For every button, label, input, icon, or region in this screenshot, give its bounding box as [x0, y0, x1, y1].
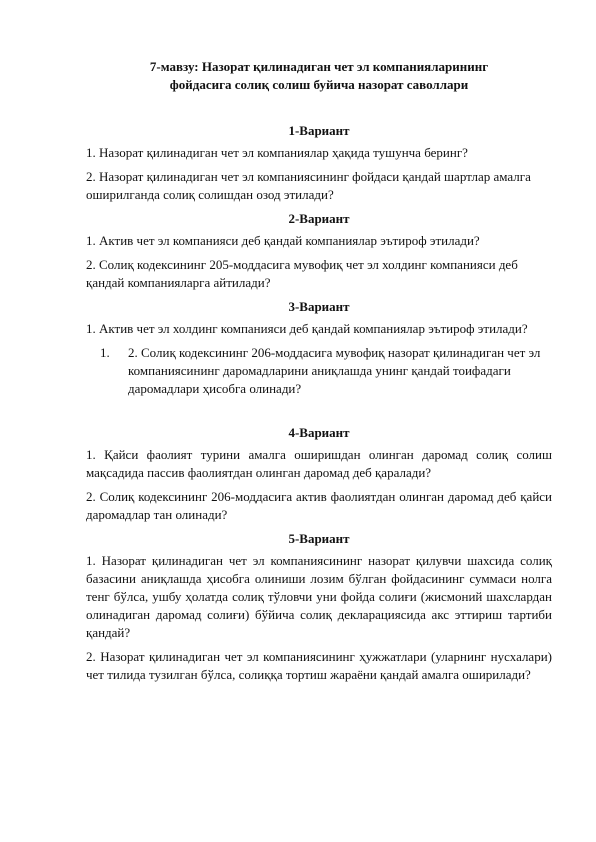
question: 2. Солиқ кодексининг 206-моддасига мувофиқ назорат қилинадиган чет эл компаниясининг даромадларини аниқлашда унинг қандай тоифадаги даромадлари ҳисобга олинади?	[128, 345, 541, 396]
variant-heading: 1-Вариант	[288, 123, 350, 138]
question: 2. Назорат қилинадиган чет эл компаниясининг фойдаси қандай шартлар амалга оширилганда солиқ солишдан озод этилади?	[86, 169, 531, 202]
variant-4-section	[86, 424, 552, 524]
question: 2. Солиқ кодексининг 205-моддасига мувофиқ чет эл холдинг компанияси деб қандай компанияларга айтилади?	[86, 257, 518, 290]
variant-3-section	[86, 298, 552, 398]
variant-5-section	[86, 530, 552, 684]
title-line-2: фойдасига солиқ солиш буйича назорат саволлари	[169, 77, 469, 92]
variant-2-section	[86, 210, 552, 292]
question: 1. Актив чет эл холдинг компанияси деб қандай компаниялар эътироф этилади?	[86, 321, 528, 336]
title-line-1: 7-мавзу: Назорат қилинадиган чет эл компанияларининг	[149, 59, 489, 74]
question: 1. Назорат қилинадиган чет эл компаниясининг назорат қилувчи шахсида солиқ базасини аниқлашда ҳисобга олиниши лозим бўлган фойдасининг суммаси нолга тенг бўлса, ушбу ҳолатда солиқ тўловчи уни фойда солиғи (жисмоний шахслардан олинадиган даромад солиғи) бўйича солиқ декларациясида акс эттириш тартиби қандай?	[86, 553, 552, 640]
question: 1. Қайси фаолият турини амалга оширишдан олинган даромад солиқ солиш мақсадида пассив фаолиятдан олинган даромад деб қаралади?	[86, 447, 552, 480]
variant-heading: 3-Вариант	[288, 299, 350, 314]
variant-heading: 4-Вариант	[288, 425, 350, 440]
variant-1-section	[86, 122, 552, 204]
list-number: 1.	[100, 345, 110, 360]
variant-heading: 2-Вариант	[288, 211, 350, 226]
question: 2. Назорат қилинадиган чет эл компаниясининг ҳужжатлари (уларнинг нусхалари) чет тилида тузилган бўлса, солиққа тортиш жараёни қандай амалга оширилади?	[86, 649, 552, 682]
question: 2. Солиқ кодексининг 206-моддасига актив фаолиятдан олинган даромад деб қайси даромадлар тан олинади?	[86, 489, 552, 522]
numbered-list-item	[86, 344, 552, 398]
question: 1. Актив чет эл компанияси деб қандай компаниялар эътироф этилади?	[86, 233, 480, 248]
question: 1. Назорат қилинадиган чет эл компаниялар ҳақида тушунча беринг?	[86, 145, 468, 160]
document-title	[86, 58, 552, 94]
variant-heading: 5-Вариант	[288, 531, 350, 546]
